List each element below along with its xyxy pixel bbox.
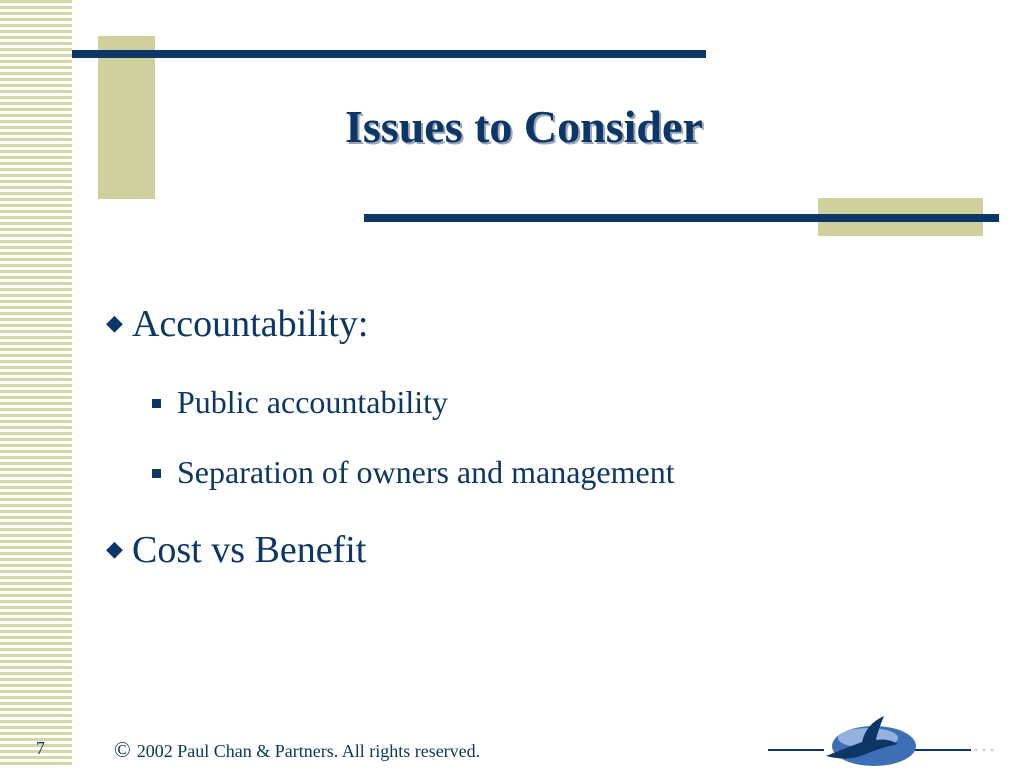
copyright-text: 2002 Paul Chan & Partners. All rights reserved. [136,741,481,761]
top-accent-block [98,36,155,199]
bottom-rule [364,214,999,222]
square-bullet-icon [152,469,161,478]
bullet-text: Cost vs Benefit [132,529,367,571]
bullet-cost-vs-benefit [106,528,366,572]
square-bullet-icon [152,399,161,408]
sub-bullet-text: Separation of owners and management [177,454,675,490]
sub-bullet-public-accountability [152,384,448,421]
slide-number: 7 [36,738,45,758]
dove-globe-logo-icon [766,710,996,768]
sub-bullet-text: Public accountability [177,384,449,420]
diamond-bullet-icon: ◆ [106,536,123,562]
top-rule [72,50,706,58]
sub-bullet-separation [152,454,675,491]
slide-title: Issues to Consider [345,101,703,152]
left-stripe-decoration [0,0,72,768]
diamond-bullet-icon: ◆ [106,310,123,336]
bullet-accountability [106,302,368,346]
copyright-symbol: © [114,737,131,762]
copyright-notice [114,737,480,763]
bullet-text: Accountability: [132,303,369,345]
